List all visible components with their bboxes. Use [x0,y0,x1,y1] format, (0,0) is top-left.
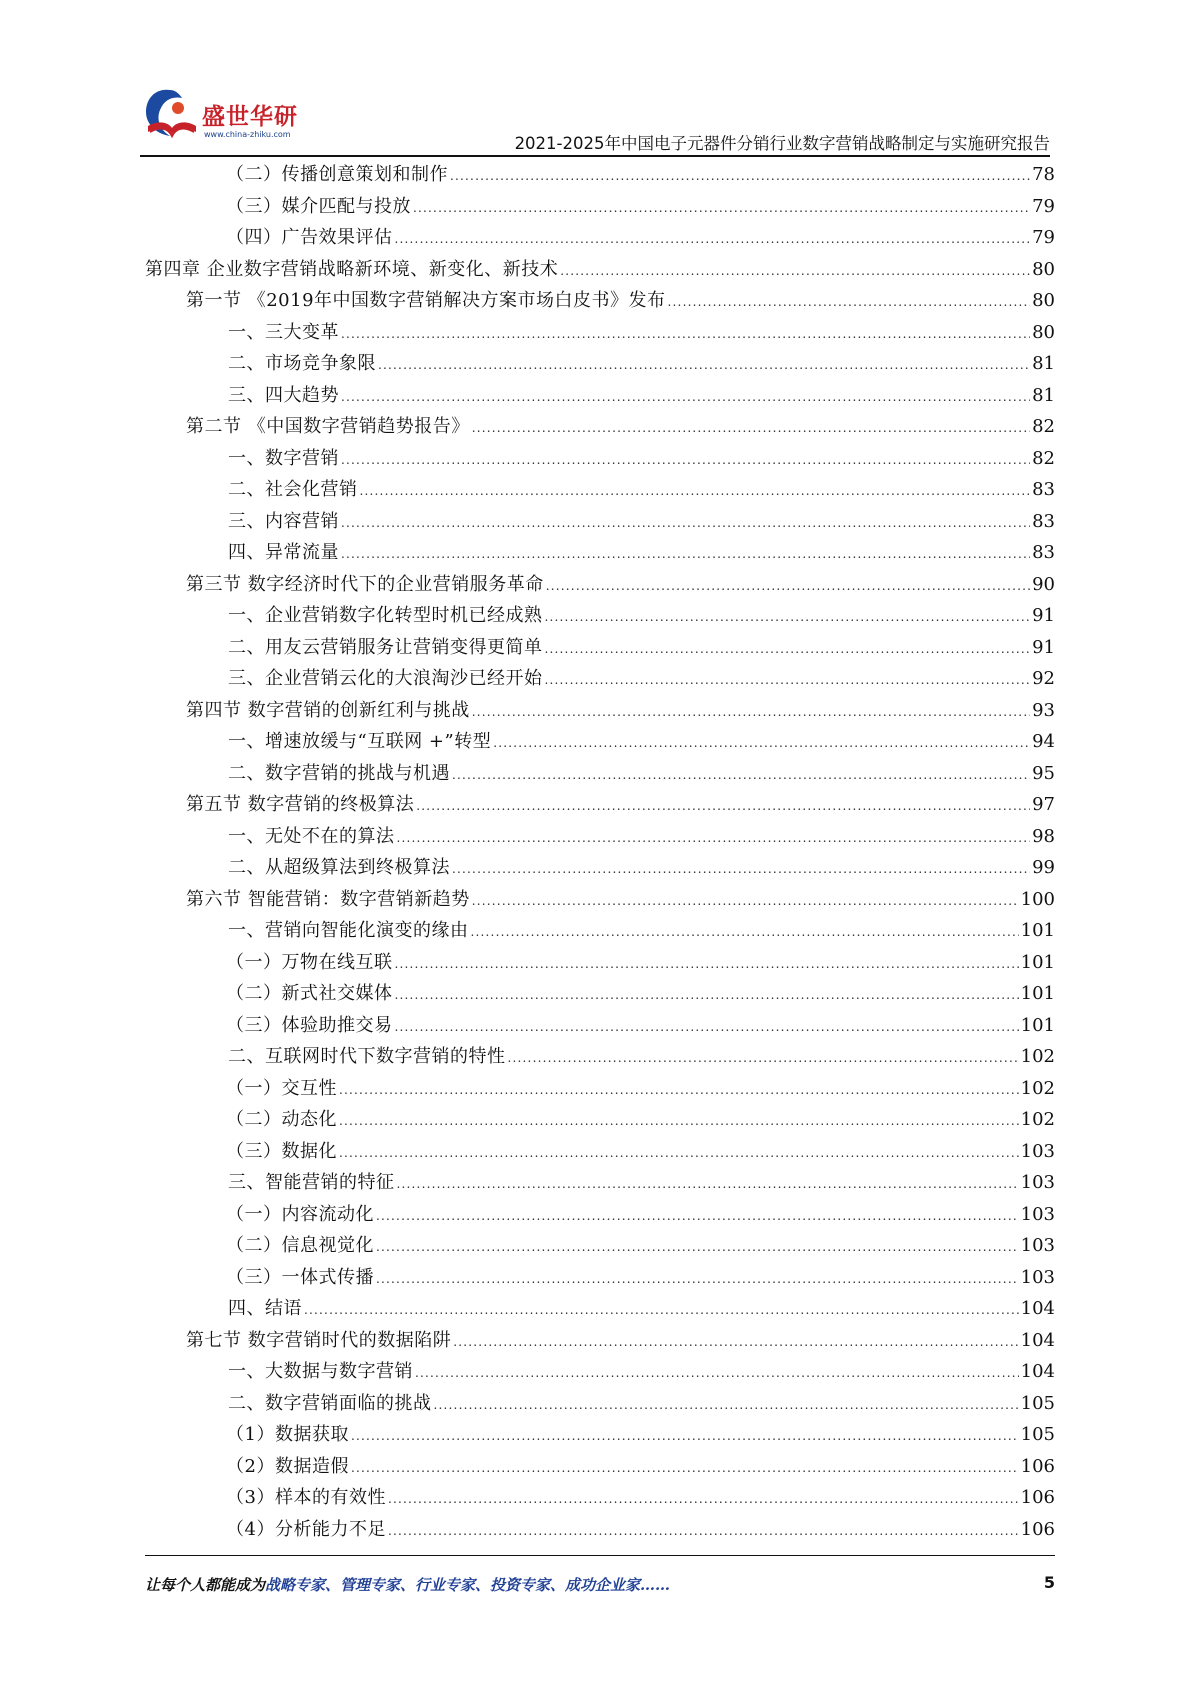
toc-entry[interactable] [145,1451,1055,1483]
toc-entry[interactable] [145,1325,1055,1357]
toc-entry[interactable] [145,380,1055,412]
toc-entry-page: 97 [1032,794,1055,815]
toc-dot-leader [388,1516,1019,1548]
toc-entry[interactable] [145,915,1055,947]
toc-dot-leader [341,382,1030,414]
toc-entry-title: 第七节 数字营销时代的数据陷阱 [186,1329,452,1351]
report-title: 2021-2025年中国电子元器件分销行业数字营销战略制定与实施研究报告 [514,134,1050,153]
toc-entry[interactable] [145,317,1055,349]
toc-entry-page: 78 [1032,164,1055,185]
toc-entry-title: （2）数据造假 [226,1455,349,1477]
toc-entry-title: 第五节 数字营销的终极算法 [186,794,415,815]
toc-entry-page: 103 [1020,1203,1055,1225]
toc-entry-page: 80 [1032,290,1055,311]
toc-entry-title: 三、内容营销 [228,510,339,532]
toc-entry-page: 102 [1020,1046,1055,1067]
toc-entry[interactable] [145,443,1055,475]
toc-dot-leader [434,1390,1019,1422]
toc-dot-leader [339,1106,1019,1138]
toc-entry-title: 三、企业营销云化的大浪淘沙已经开始 [228,668,543,689]
toc-entry-title: （三）数据化 [226,1140,337,1162]
toc-entry[interactable] [145,1073,1055,1105]
toc-entry-title: 二、数字营销的挑战与机遇 [228,762,450,784]
toc-dot-leader [360,476,1031,508]
toc-entry-title: 三、四大趋势 [228,384,339,406]
toc-entry-page: 91 [1032,636,1055,658]
toc-dot-leader [472,886,1019,918]
toc-entry[interactable] [145,600,1055,632]
toc-entry-title: 二、市场竞争象限 [228,353,376,374]
toc-entry-title: （一）交互性 [226,1077,337,1099]
toc-entry[interactable] [145,1167,1055,1199]
toc-entry-title: 第三节 数字经济时代下的企业营销服务革命 [186,573,544,595]
toc-dot-leader [508,1043,1019,1075]
toc-entry-title: 第二节 《中国数字营销趋势报告》 [186,416,470,437]
toc-entry[interactable] [145,1419,1055,1451]
toc-dot-leader [453,1327,1018,1359]
toc-entry-page: 101 [1020,951,1055,973]
toc-entry[interactable] [145,1293,1055,1325]
toc-dot-leader [450,161,1030,193]
toc-dot-leader [472,413,1030,445]
toc-entry-page: 101 [1020,983,1055,1004]
toc-entry-page: 80 [1032,321,1055,343]
toc-entry-page: 79 [1032,195,1055,217]
toc-dot-leader [545,634,1031,666]
toc-dot-leader [668,287,1031,319]
toc-dot-leader [341,319,1030,351]
toc-entry-title: （二）动态化 [226,1109,337,1130]
toc-entry-title: （三）媒介匹配与投放 [226,195,411,217]
toc-entry-page: 100 [1020,888,1055,910]
toc-entry-title: （三）一体式传播 [226,1266,374,1288]
toc-dot-leader [545,602,1031,634]
toc-entry-title: 一、无处不在的算法 [228,825,395,847]
toc-entry-page: 102 [1020,1109,1055,1130]
toc-entry-page: 103 [1020,1235,1055,1256]
toc-entry[interactable] [145,663,1055,695]
toc-entry[interactable] [145,474,1055,506]
toc-entry-title: 一、大数据与数字营销 [228,1361,413,1382]
toc-dot-leader [339,1075,1019,1107]
toc-dot-leader [452,760,1030,792]
table-of-contents [145,159,1055,1545]
toc-entry-title: （二）新式社交媒体 [226,983,393,1004]
toc-entry-page: 83 [1032,479,1055,500]
toc-entry[interactable] [145,695,1055,727]
toc-dot-leader [351,1421,1019,1453]
toc-entry-title: 四、结语 [228,1298,302,1319]
toc-entry-page: 81 [1032,384,1055,406]
toc-entry-page: 90 [1032,573,1055,595]
toc-entry-page: 106 [1020,1518,1055,1540]
toc-entry-title: 一、营销向智能化演变的缘由 [228,920,469,941]
toc-entry-page: 103 [1020,1140,1055,1162]
toc-entry-title: 二、用友云营销服务让营销变得更简单 [228,636,543,658]
toc-entry-title: （1）数据获取 [226,1424,349,1445]
toc-entry-title: （一）万物在线互联 [226,951,393,973]
toc-entry-title: 第六节 智能营销：数字营销新趋势 [186,888,470,910]
toc-dot-leader [395,980,1019,1012]
toc-entry-title: （一）内容流动化 [226,1203,374,1225]
header-divider [140,155,1050,157]
toc-entry-page: 104 [1020,1361,1055,1382]
toc-entry[interactable] [145,506,1055,538]
toc-dot-leader [395,949,1019,981]
toc-entry[interactable] [145,821,1055,853]
toc-dot-leader [397,823,1031,855]
toc-entry-title: （三）体验助推交易 [226,1014,393,1036]
toc-dot-leader [388,1484,1019,1516]
toc-dot-leader [341,508,1030,540]
toc-entry[interactable] [145,852,1055,884]
toc-entry-page: 101 [1020,920,1055,941]
toc-entry-page: 80 [1032,258,1055,280]
toc-entry-page: 94 [1032,731,1055,752]
toc-entry[interactable] [145,1104,1055,1136]
toc-entry-page: 82 [1032,447,1055,469]
toc-entry-title: （二）传播创意策划和制作 [226,164,448,185]
toc-entry-page: 92 [1032,668,1055,689]
toc-entry[interactable] [145,1356,1055,1388]
toc-dot-leader [339,1138,1019,1170]
toc-entry[interactable] [145,1136,1055,1168]
toc-entry-title: 一、数字营销 [228,447,339,469]
toc-entry[interactable] [145,411,1055,443]
toc-entry[interactable] [145,632,1055,664]
toc-dot-leader [452,854,1030,886]
toc-entry[interactable] [145,1041,1055,1073]
toc-dot-leader [304,1295,1019,1327]
toc-entry[interactable] [145,758,1055,790]
toc-dot-leader [546,571,1030,603]
toc-entry[interactable] [145,1514,1055,1546]
toc-entry-title: 第一节 《2019年中国数字营销解决方案市场白皮书》发布 [186,290,666,311]
toc-entry-title: 三、智能营销的特征 [228,1172,395,1193]
toc-entry[interactable] [145,159,1055,191]
toc-entry-page: 99 [1032,857,1055,878]
footer-slogan: 让每个人都能成为 [145,1576,266,1594]
toc-entry-title: 二、数字营销面临的挑战 [228,1392,432,1414]
toc-entry[interactable] [145,884,1055,916]
toc-entry-title: （3）样本的有效性 [226,1487,386,1508]
toc-dot-leader [376,1232,1019,1264]
toc-dot-leader [395,224,1031,256]
toc-entry-page: 104 [1020,1298,1055,1319]
page-header [140,80,1050,158]
toc-dot-leader [493,728,1030,760]
toc-dot-leader [413,193,1030,225]
toc-entry-title: 二、互联网时代下数字营销的特性 [228,1046,506,1067]
toc-entry[interactable] [145,1262,1055,1294]
toc-dot-leader [341,445,1030,477]
toc-entry-page: 103 [1020,1266,1055,1288]
toc-entry-page: 79 [1032,227,1055,248]
toc-entry[interactable] [145,1199,1055,1231]
toc-entry-page: 83 [1032,542,1055,563]
toc-entry-page: 104 [1020,1329,1055,1351]
toc-entry-title: （4）分析能力不足 [226,1518,386,1540]
toc-entry[interactable] [145,569,1055,601]
toc-entry-title: 四、异常流量 [228,542,339,563]
toc-entry[interactable] [145,1010,1055,1042]
toc-dot-leader [471,917,1019,949]
toc-entry-title: 二、社会化营销 [228,479,358,500]
toc-dot-leader [351,1453,1019,1485]
toc-entry[interactable] [145,254,1055,286]
toc-entry[interactable] [145,726,1055,758]
toc-entry[interactable] [145,1388,1055,1420]
toc-entry-page: 83 [1032,510,1055,532]
toc-entry-page: 91 [1032,605,1055,626]
toc-dot-leader [415,1358,1019,1390]
toc-entry-page: 81 [1032,353,1055,374]
toc-dot-leader [416,791,1030,823]
logo-name: 盛世华研 [202,104,298,130]
logo-book-icon [140,86,200,142]
toc-entry[interactable] [145,789,1055,821]
footer-divider [145,1555,1055,1556]
toc-dot-leader [378,350,1030,382]
toc-entry[interactable] [145,947,1055,979]
toc-entry-page: 98 [1032,825,1055,847]
company-logo [140,80,320,150]
toc-entry-title: 第四章 企业数字营销战略新环境、新变化、新技术 [145,258,559,280]
toc-entry-title: 二、从超级算法到终极算法 [228,857,450,878]
toc-dot-leader [376,1201,1019,1233]
page-number: 5 [1043,1573,1055,1592]
toc-entry[interactable] [145,285,1055,317]
toc-entry-page: 106 [1020,1455,1055,1477]
toc-dot-leader [376,1264,1019,1296]
toc-entry-page: 105 [1020,1424,1055,1445]
footer-roles: 战略专家、管理专家、行业专家、投资专家、成功企业家…… [265,1576,671,1594]
toc-entry[interactable] [145,1230,1055,1262]
toc-entry-title: （二）信息视觉化 [226,1235,374,1256]
toc-dot-leader [395,1012,1019,1044]
toc-entry-page: 103 [1020,1172,1055,1193]
toc-entry[interactable] [145,537,1055,569]
toc-entry-page: 106 [1020,1487,1055,1508]
toc-entry[interactable] [145,222,1055,254]
toc-dot-leader [341,539,1030,571]
toc-dot-leader [545,665,1031,697]
toc-entry-page: 101 [1020,1014,1055,1036]
toc-entry[interactable] [145,978,1055,1010]
toc-entry-page: 102 [1020,1077,1055,1099]
toc-entry-page: 95 [1032,762,1055,784]
toc-entry[interactable] [145,191,1055,223]
page-footer [145,1574,1055,1595]
toc-entry-title: 一、三大变革 [228,321,339,343]
toc-dot-leader [397,1169,1019,1201]
toc-entry-title: 第四节 数字营销的创新红利与挑战 [186,699,470,721]
toc-entry[interactable] [145,1482,1055,1514]
toc-entry-page: 105 [1020,1392,1055,1414]
toc-entry-page: 93 [1032,699,1055,721]
toc-entry-page: 82 [1032,416,1055,437]
toc-dot-leader [560,256,1030,288]
toc-entry[interactable] [145,348,1055,380]
toc-entry-title: 一、企业营销数字化转型时机已经成熟 [228,605,543,626]
logo-url: www.china-zhiku.com [204,130,291,139]
toc-dot-leader [472,697,1030,729]
toc-entry-title: （四）广告效果评估 [226,227,393,248]
toc-entry-title: 一、增速放缓与“互联网 +”转型 [228,731,492,752]
